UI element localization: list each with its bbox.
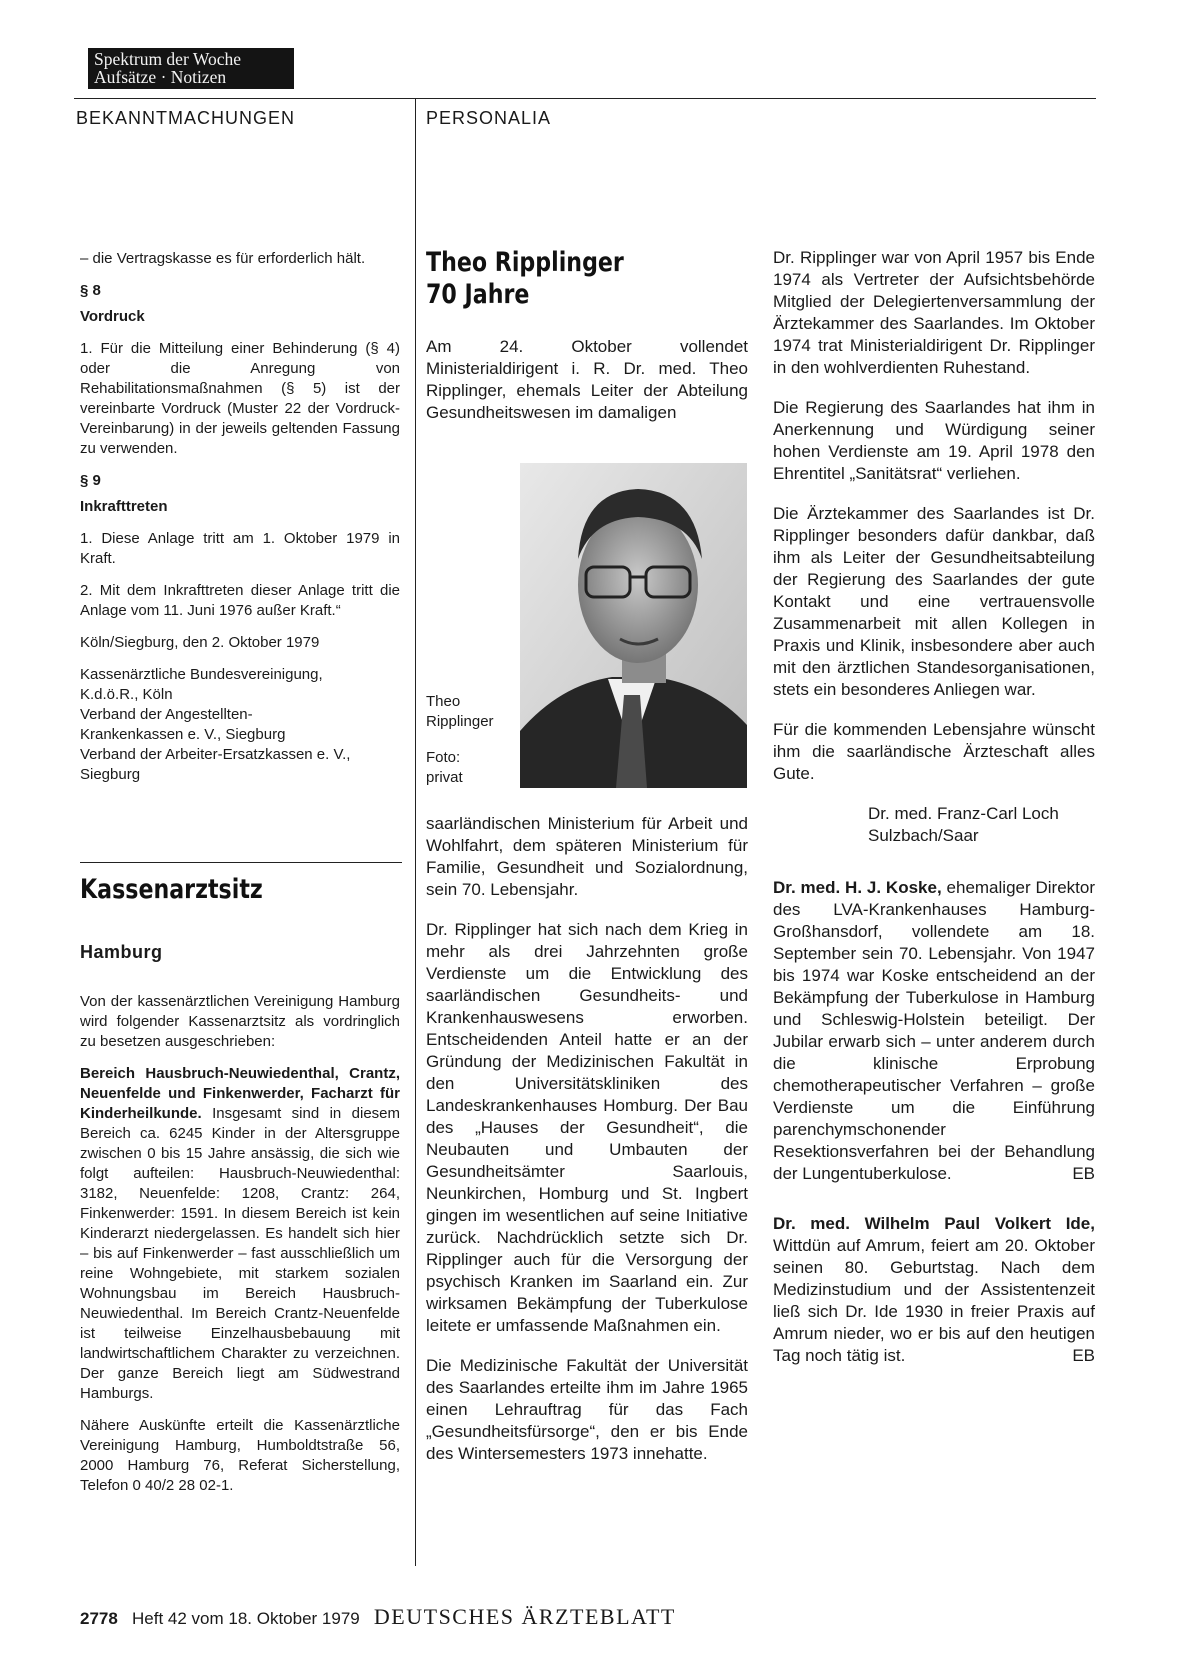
section-heading: Inkrafttreten [80,498,168,515]
section-number: § 8 [80,282,101,299]
paragraph: 1. Diese Anlage tritt am 1. Oktober 1979 in Kraft. [80,530,400,567]
notice-text: Wittdün auf Amrum, feiert am 20. Oktober seinen 80. Geburtstag. Nach dem Medizinstudium und der Assistentenzeit ließ sich Dr. Ide 1930 in freier Praxis auf Amrum nieder, wo er bis auf den heutigen Tag noch tätig ist. [773,1236,1095,1365]
section-number: § 9 [80,472,101,489]
paragraph: 1. Für die Mitteilung einer Behinderung (§ 4) oder die Anregung von Rehabilitationsmaßnahmen (§ 5) ist der vereinbarte Vordruck (Muster 22 der Vordruck-Vereinbarung) in der jeweils geltenden Fassung zu verwenden. [80,340,400,457]
kassenarztsitz-body [80,992,400,1508]
paragraph [80,1064,400,1404]
journal-masthead: DEUTSCHES ÄRZTEBLATT [373,1604,676,1629]
author-signature [773,803,1095,847]
photo-caption [426,692,494,788]
title-line-1: Theo Ripplinger [426,247,624,278]
paragraph: Die Ärztekammer des Saarlandes ist Dr. Ripplinger besonders dafür dankbar, daß ihm als Leiter der Gesundheitsabteilung der Regierung des Saarlandes der gute Kontakt und eine vertrauensvolle Zusammenarbeit mit allen Kollegen in Praxis und Klinik, insbesondere aber auch mit den ärztlichen Standesorganisationen, stets ein besonderes Anliegen war. [773,504,1095,699]
caption-credit-line: privat [426,769,463,786]
paragraph: Am 24. Oktober vollendet Ministerialdirigent i. R. Dr. med. Theo Ripplinger, ehemals Leiter der Abteilung Gesundheitswesen im damaligen [426,337,748,422]
ripplinger-intro [426,336,748,442]
caption-name-line: Theo [426,693,461,710]
caption-credit-line: Foto: [426,749,461,766]
ide-notice [773,1213,1095,1367]
article-rule [80,862,402,863]
signatory-line: Verband der Angestellten- [80,706,253,723]
paragraph: Dr. Ripplinger hat sich nach dem Krieg in mehr als drei Jahrzehnten große Verdienste um die Entwicklung des saarländischen Gesundheits- und Krankenhauswesens erworben. Entscheidenden Anteil hatte er an der Gründung der Medizinischen Fakultät in den Universitätskliniken des Landeskrankenhauses Homburg. Der Bau des „Hauses der Gesundheit“, die Neubauten und Umbauten der Gesundheitsämter Saarlouis, Neunkirchen, Homburg und St. Ingbert gingen im wesentlichen auf seine Initiative zurück. Nachdrücklich setzte sich Dr. Ripplinger auch für die Versorgung der psychisch Kranken im Saarland ein. Zur wirksamen Bekämpfung der Tuberkulose leitete er umfassende Maßnahmen ein. [426,920,748,1335]
right-column [773,247,1095,1385]
bold-lead: Bereich Hausbruch-Neuwiedenthal, Crantz, Neuenfelde und Finkenwerder, Facharzt für Kinderheilkunde. [80,1065,400,1122]
signatory-line: K.d.ö.R., Köln [80,686,173,703]
paragraph: 2. Mit dem Inkrafttreten dieser Anlage tritt die Anlage vom 11. Juni 1976 außer Kraft.“ [80,582,400,619]
page-number: 2778 [80,1609,118,1628]
left-column [80,249,400,785]
author-name: Dr. med. Franz-Carl Loch [868,804,1059,823]
article-title-ripplinger [426,247,624,311]
signatory-line: Krankenkassen e. V., Siegburg [80,726,286,743]
section-title-left: BEKANNTMACHUNGEN [76,108,296,128]
article-title-kassenarztsitz: Kassenarztsitz [80,874,263,905]
paragraph: Von der kassenärztlichen Vereinigung Hamburg wird folgender Kassenarztsitz als vordringlich zu besetzen ausgeschrieben: [80,993,400,1050]
signatory-line: Kassenärztliche Bundesvereinigung, [80,666,323,683]
caption-name-line: Ripplinger [426,713,494,730]
section-heading: Vordruck [80,308,145,325]
section-badge [88,48,294,89]
paragraph: – die Vertragskasse es für erforderlich hält. [80,250,366,267]
paragraph: Die Medizinische Fakultät der Universität des Saarlandes erteilte ihm im Jahre 1965 einen Lehrauftrag für das Fach „Gesundheitsfürsorge“, den er bis Ende des Wintersemesters 1973 innehatte. [426,1356,748,1463]
badge-line-1: Spektrum der Woche [94,49,241,69]
portrait-photo-image [520,463,747,788]
column-divider [415,98,416,1566]
author-location: Sulzbach/Saar [868,826,979,845]
ripplinger-body [426,813,748,1483]
section-title-right: PERSONALIA [426,108,552,128]
paragraph: Die Regierung des Saarlandes hat ihm in Anerkennung und Würdigung seiner hohen Verdienste am 19. April 1978 den Ehrentitel „Sanitätsrat“ verliehen. [773,398,1095,483]
author-initials: EB [1072,1346,1095,1365]
author-initials: EB [1072,1164,1095,1183]
person-name: Dr. med. Wilhelm Paul Volkert Ide, [773,1214,1095,1233]
paragraph-text: Insgesamt sind in diesem Bereich ca. 6245 Kinder in der Altersgruppe zwischen 0 bis 15 Jahre ansässig, die sich wie folgt aufteilen: Hausbruch-Neuwiedenthal: 3182, Neuenfelde: 1208, Crantz: 264, Finkenwerder: 1591. In diesem Bereich ist kein Kinderarzt niedergelassen. Es handelt sich hier – bis auf Finkenwerder – fast ausschließlich um reine Wohngebiete, mit starkem sozialen Wohnungsbau im Bereich Hausbruch-Neuwiedenthal. Im Bereich Crantz-Neuenfelde ist teilweise Einzelhausbebauung mit landwirtschaftlichem Charakter zu verzeichnen. Der ganze Bereich liegt am Südwestrand Hamburgs. [80,1105,400,1402]
paragraph: saarländischen Ministerium für Arbeit und Wohlfahrt, dem späteren Ministerium für Familie, Gesundheit und Sozialordnung, sein 70. Lebensjahr. [426,814,748,899]
article-subtitle-hamburg: Hamburg [80,942,163,962]
title-line-2: 70 Jahre [426,279,530,310]
badge-line-2: Aufsätze · Notizen [94,67,227,87]
portrait-photo [520,463,747,788]
person-name: Dr. med. H. J. Koske, [773,878,942,897]
paragraph: Für die kommenden Lebensjahre wünscht ihm die saarländische Ärzteschaft alles Gute. [773,720,1095,783]
notice-text: ehemaliger Direktor des LVA-Krankenhauses Hamburg-Großhansdorf, vollendete am 18. September sein 70. Lebensjahr. Von 1947 bis 1974 war Koske entscheidend an der Bekämpfung der Tuberkulose in Hamburg und Schleswig-Holstein beteiligt. Der Jubilar erwarb sich – unter anderem durch die klinische Erprobung chemotherapeutischer Verfahren – große Verdienste um die Einführung parenchymschonender Resektionsverfahren bei der Behandlung der Lungentuberkulose. [773,878,1095,1183]
signatory-line: Verband der Arbeiter-Ersatzkassen e. V., [80,746,351,763]
signatories [80,665,400,785]
page-footer [80,1604,676,1630]
koske-notice [773,877,1095,1185]
paragraph: Dr. Ripplinger war von April 1957 bis Ende 1974 als Vertreter der Aufsichtsbehörde Mitglied der Delegiertenversammlung der Ärztekammer des Saarlandes. Im Oktober 1974 trat Ministerialdirigent Dr. Ripplinger in den wohlverdienten Ruhestand. [773,248,1095,377]
header-rule [74,98,1096,99]
paragraph: Nähere Auskünfte erteilt die Kassenärztliche Vereinigung Hamburg, Humboldtstraße 56, 2000 Hamburg 76, Referat Sicherstellung, Telefon 0 40/2 28 02-1. [80,1417,400,1494]
place-date: Köln/Siegburg, den 2. Oktober 1979 [80,634,320,651]
signatory-line: Siegburg [80,766,141,783]
issue-info: Heft 42 vom 18. Oktober 1979 [132,1609,360,1628]
